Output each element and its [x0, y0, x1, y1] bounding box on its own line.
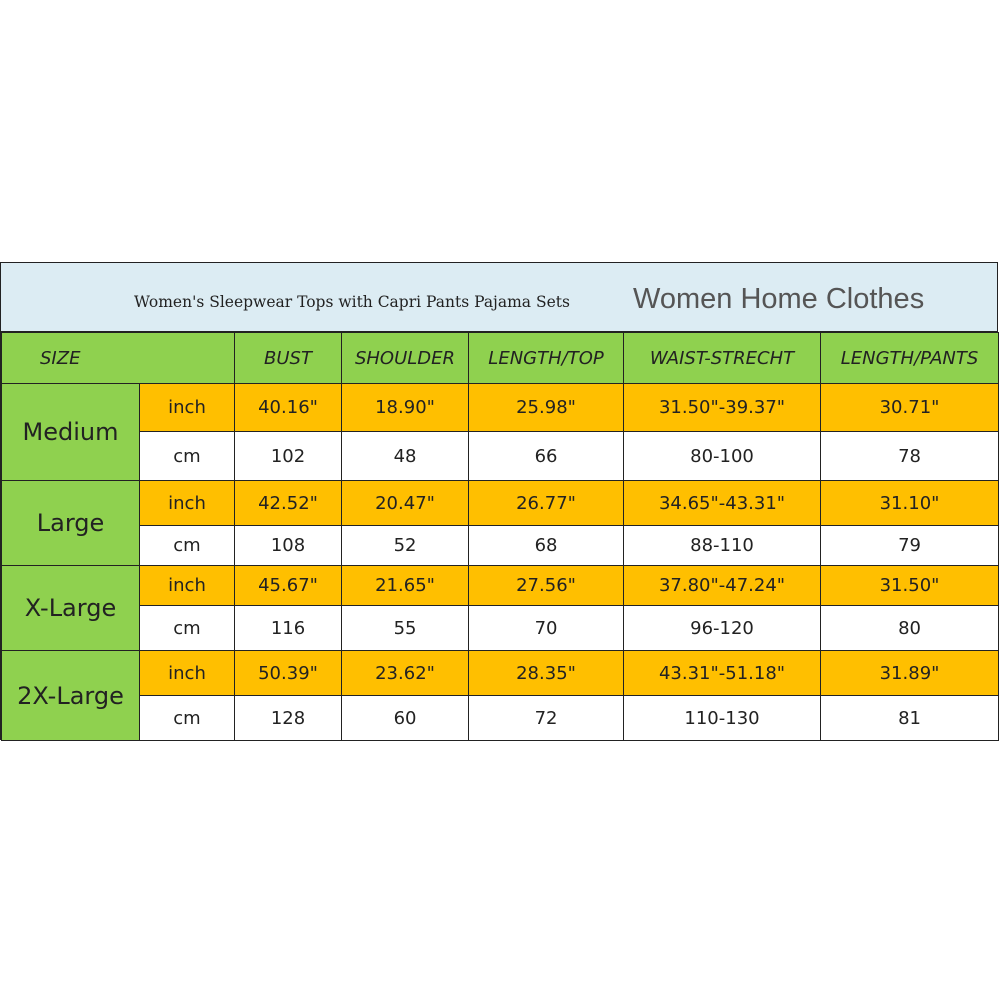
table-row	[2, 606, 999, 651]
table-cell: 21.65"	[342, 566, 469, 606]
table-cell: 50.39"	[235, 651, 342, 696]
size-name-medium: Medium	[2, 384, 140, 481]
unit-label: inch	[140, 384, 235, 432]
table-cell: 30.71"	[821, 384, 999, 432]
table-cell: 27.56"	[469, 566, 624, 606]
table-cell: 80	[821, 606, 999, 651]
table-row	[2, 566, 999, 606]
header-row	[2, 333, 999, 384]
table-cell: 128	[235, 696, 342, 741]
table-cell: 70	[469, 606, 624, 651]
header-bust: BUST	[235, 333, 342, 384]
table-cell: 80-100	[624, 432, 821, 481]
table-cell: 108	[235, 526, 342, 566]
table-cell: 88-110	[624, 526, 821, 566]
header-waist-stretch: WAIST-STRECHT	[624, 333, 821, 384]
table-cell: 60	[342, 696, 469, 741]
unit-label: cm	[140, 526, 235, 566]
table-cell: 42.52"	[235, 481, 342, 526]
table-cell: 25.98"	[469, 384, 624, 432]
table-row	[2, 384, 999, 432]
table-cell: 18.90"	[342, 384, 469, 432]
table-row	[2, 526, 999, 566]
table-row	[2, 432, 999, 481]
unit-label: cm	[140, 432, 235, 481]
table-cell: 81	[821, 696, 999, 741]
table-row	[2, 481, 999, 526]
brand-title: Women Home Clothes	[633, 283, 925, 315]
size-chart	[0, 262, 998, 740]
table-cell: 20.47"	[342, 481, 469, 526]
header-shoulder: SHOULDER	[342, 333, 469, 384]
table-cell: 40.16"	[235, 384, 342, 432]
table-cell: 31.10"	[821, 481, 999, 526]
table-cell: 26.77"	[469, 481, 624, 526]
table-cell: 55	[342, 606, 469, 651]
table-cell: 96-120	[624, 606, 821, 651]
table-cell: 68	[469, 526, 624, 566]
table-cell: 52	[342, 526, 469, 566]
size-table	[1, 332, 999, 741]
unit-label: inch	[140, 651, 235, 696]
size-name-large: Large	[2, 481, 140, 566]
unit-label: cm	[140, 696, 235, 741]
table-cell: 28.35"	[469, 651, 624, 696]
table-cell: 37.80"-47.24"	[624, 566, 821, 606]
table-cell: 79	[821, 526, 999, 566]
table-cell: 72	[469, 696, 624, 741]
table-row	[2, 651, 999, 696]
table-row	[2, 696, 999, 741]
table-cell: 48	[342, 432, 469, 481]
size-name-x-large: X-Large	[2, 566, 140, 651]
header-size: SIZE	[2, 333, 235, 384]
table-cell: 31.89"	[821, 651, 999, 696]
unit-label: cm	[140, 606, 235, 651]
table-cell: 66	[469, 432, 624, 481]
table-cell: 43.31"-51.18"	[624, 651, 821, 696]
table-cell: 31.50"-39.37"	[624, 384, 821, 432]
unit-label: inch	[140, 566, 235, 606]
table-cell: 116	[235, 606, 342, 651]
table-cell: 102	[235, 432, 342, 481]
header-length-top: LENGTH/TOP	[469, 333, 624, 384]
table-cell: 78	[821, 432, 999, 481]
header-length-pants: LENGTH/PANTS	[821, 333, 999, 384]
unit-label: inch	[140, 481, 235, 526]
table-cell: 23.62"	[342, 651, 469, 696]
product-subtitle: Women's Sleepwear Tops with Capri Pants Pajama Sets	[134, 293, 570, 311]
table-cell: 110-130	[624, 696, 821, 741]
table-cell: 45.67"	[235, 566, 342, 606]
table-cell: 31.50"	[821, 566, 999, 606]
size-name-2x-large: 2X-Large	[2, 651, 140, 741]
table-cell: 34.65"-43.31"	[624, 481, 821, 526]
title-banner	[1, 263, 997, 332]
